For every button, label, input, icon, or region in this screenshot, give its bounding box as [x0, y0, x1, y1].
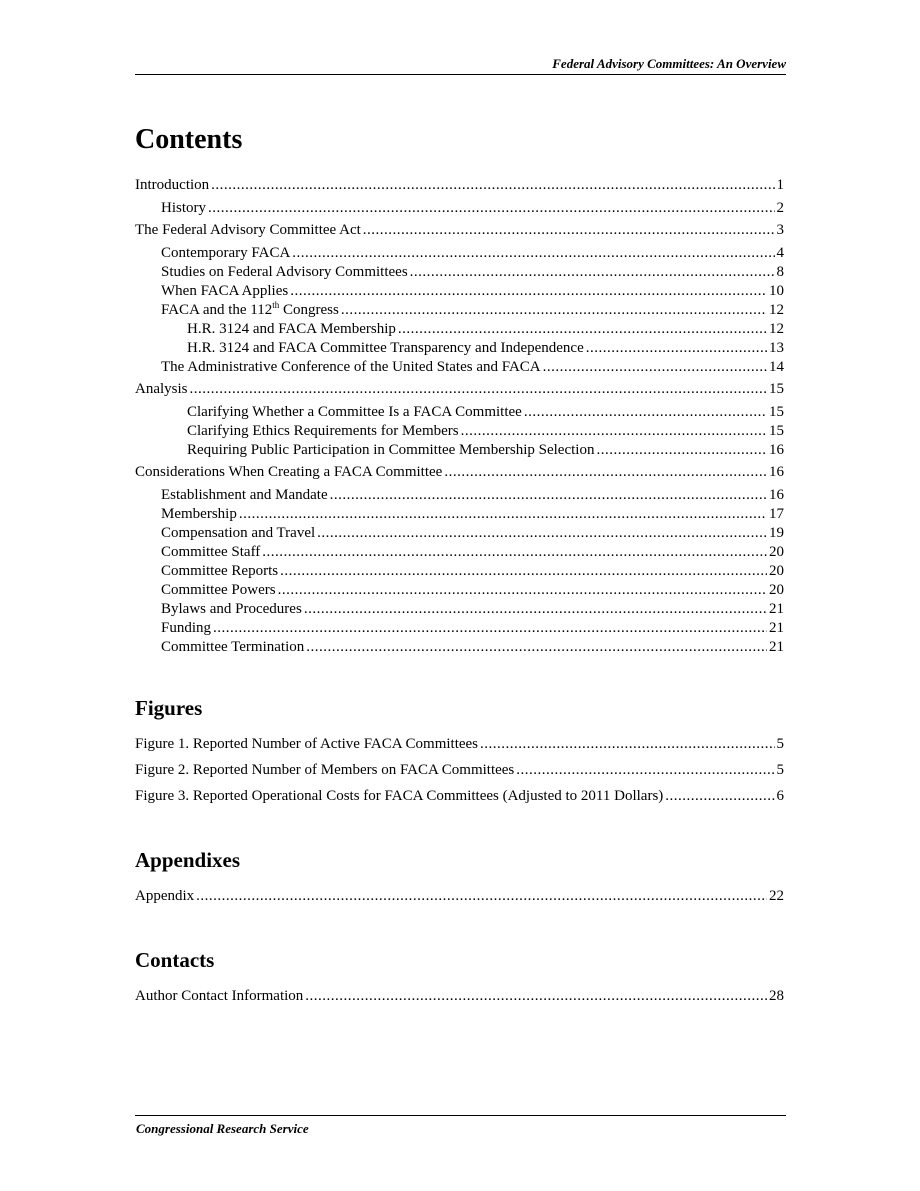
toc-entry-page: 2 [776, 200, 784, 216]
toc-entry-label: FACA and the 112th Congress [161, 300, 339, 318]
figure-entry-3[interactable] [135, 787, 784, 805]
toc-entry-label: Bylaws and Procedures [161, 601, 302, 617]
toc-entry-label: Establishment and Mandate [161, 487, 328, 503]
toc-entry-compensation[interactable] [135, 524, 784, 542]
toc-entry-analysis[interactable] [135, 380, 784, 398]
toc-entry-label: The Administrative Conference of the United States and FACA [161, 359, 541, 375]
toc-entry-label: Committee Reports [161, 563, 279, 579]
toc-entry-label: H.R. 3124 and FACA Membership [187, 321, 396, 337]
appendixes-heading: Appendixes [135, 848, 241, 872]
toc-entry-page: 15 [769, 381, 784, 397]
toc-entry-establishment[interactable] [135, 486, 784, 504]
toc-entry-page: 16 [769, 442, 784, 458]
footer-rule [135, 1115, 786, 1116]
toc-entry-label: Clarifying Whether a Committee Is a FACA Committee [187, 404, 522, 420]
toc-entry-page: 16 [769, 487, 784, 503]
toc-entry-page: 20 [769, 582, 784, 598]
toc-entry-page: 19 [769, 525, 784, 541]
figure-entry-1[interactable] [135, 735, 784, 753]
toc-entry-label: Compensation and Travel [161, 525, 316, 541]
toc-entry-label: Committee Powers [161, 582, 276, 598]
toc-entry-bylaws[interactable] [135, 600, 784, 618]
toc-entry-membership[interactable] [135, 505, 784, 523]
toc-entry-page: 5 [776, 762, 784, 778]
toc-entry-label: The Federal Advisory Committee Act [135, 222, 361, 238]
toc-entry-hr3124-transparency[interactable] [135, 339, 784, 357]
toc-entry-page: 12 [769, 321, 784, 337]
contact-entry[interactable] [135, 987, 784, 1005]
toc-entry-hr3124-membership[interactable] [135, 320, 784, 338]
toc-entry-label: Requiring Public Participation in Committee Membership Selection [187, 442, 595, 458]
toc-entry-page: 6 [776, 788, 784, 804]
toc-entry-label: Figure 3. Reported Operational Costs for FACA Committees (Adjusted to 2011 Dollars) [135, 788, 664, 804]
toc-entry-acus[interactable] [135, 358, 784, 376]
toc-entry-label: Considerations When Creating a FACA Committee [135, 464, 443, 480]
toc-entry-committee-staff[interactable] [135, 543, 784, 561]
header-rule [135, 74, 786, 75]
toc-entry-page: 15 [769, 404, 784, 420]
toc-entry-page: 15 [769, 423, 784, 439]
toc-entry-committee-reports[interactable] [135, 562, 784, 580]
toc-entry-funding[interactable] [135, 619, 784, 637]
toc-entry-page: 21 [769, 639, 784, 655]
toc-entry-page: 8 [776, 264, 784, 280]
toc-entry-page: 1 [776, 177, 784, 193]
toc-entry-label: Author Contact Information [135, 988, 304, 1004]
toc-entry-page: 5 [776, 736, 784, 752]
toc-entry-label: Funding [161, 620, 212, 636]
toc-entry-introduction[interactable] [135, 176, 784, 194]
toc-entry-label: Contemporary FACA [161, 245, 291, 261]
figure-entry-2[interactable] [135, 761, 784, 779]
toc-entry-label: H.R. 3124 and FACA Committee Transparency and Independence [187, 340, 584, 356]
figures-heading: Figures [135, 696, 203, 720]
toc-entry-page: 12 [769, 302, 784, 318]
toc-entry-page: 10 [769, 283, 784, 299]
toc-entry-when-faca-applies[interactable] [135, 282, 784, 300]
toc-entry-faca-act[interactable] [135, 221, 784, 239]
toc-entry-label: Appendix [135, 888, 195, 904]
toc-entry-page: 4 [776, 245, 784, 261]
appendix-entry[interactable] [135, 887, 784, 905]
toc-entry-contemporary-faca[interactable] [135, 244, 784, 262]
toc-entry-label: Clarifying Ethics Requirements for Members [187, 423, 459, 439]
toc-entry-112th-congress[interactable] [135, 301, 784, 319]
toc-entry-history[interactable] [135, 199, 784, 217]
contents-title: Contents [135, 124, 243, 155]
contacts-heading: Contacts [135, 948, 215, 972]
toc-entry-page: 20 [769, 544, 784, 560]
toc-entry-studies[interactable] [135, 263, 784, 281]
toc-entry-page: 3 [776, 222, 784, 238]
toc-entry-clarifying-ethics[interactable] [135, 422, 784, 440]
toc-entry-label: Figure 2. Reported Number of Members on FACA Committees [135, 762, 515, 778]
toc-entry-label: Introduction [135, 177, 210, 193]
toc-entry-page: 13 [769, 340, 784, 356]
toc-entry-page: 17 [769, 506, 784, 522]
running-footer: Congressional Research Service [136, 1121, 309, 1136]
running-header: Federal Advisory Committees: An Overview [552, 56, 786, 71]
toc-entry-page: 16 [769, 464, 784, 480]
toc-entry-public-participation[interactable] [135, 441, 784, 459]
toc-entry-page: 14 [769, 359, 784, 375]
toc-entry-page: 21 [769, 620, 784, 636]
toc-entry-page: 22 [769, 888, 784, 904]
toc-entry-clarifying-committee[interactable] [135, 403, 784, 421]
toc-entry-label: Committee Termination [161, 639, 305, 655]
toc-entry-page: 21 [769, 601, 784, 617]
toc-entry-page: 20 [769, 563, 784, 579]
toc-entry-label: History [161, 200, 206, 216]
toc-entry-committee-powers[interactable] [135, 581, 784, 599]
toc-entry-termination[interactable] [135, 638, 784, 656]
toc-entry-page: 28 [769, 988, 784, 1004]
toc-entry-label: Studies on Federal Advisory Committees [161, 264, 408, 280]
toc-entry-considerations[interactable] [135, 463, 784, 481]
toc-entry-label: Committee Staff [161, 544, 261, 560]
toc-entry-label: Figure 1. Reported Number of Active FACA Committees [135, 736, 479, 752]
toc-entry-label: When FACA Applies [161, 283, 289, 299]
toc-entry-label: Membership [161, 506, 237, 522]
toc-entry-label: Analysis [135, 381, 188, 397]
